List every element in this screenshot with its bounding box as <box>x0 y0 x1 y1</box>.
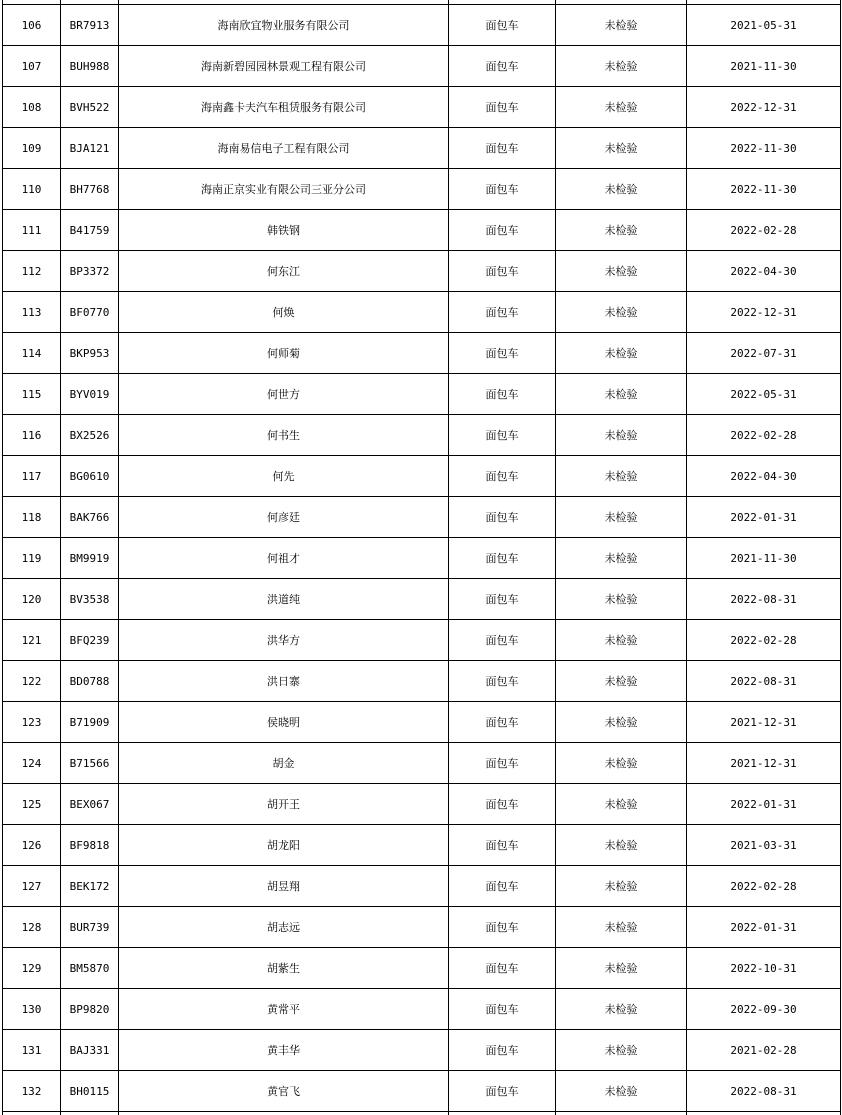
plate-number-cell: BD0788 <box>61 661 119 702</box>
table-row <box>3 456 841 497</box>
plate-number-cell: BJA121 <box>61 128 119 169</box>
table-row <box>3 497 841 538</box>
inspection-status-cell: 未检验 <box>556 538 687 579</box>
row-number-cell: 106 <box>3 5 61 46</box>
table-row <box>3 46 841 87</box>
inspection-status-cell: 未检验 <box>556 374 687 415</box>
vehicle-type-cell: 面包车 <box>449 784 556 825</box>
owner-name-cell: 何书生 <box>119 415 449 456</box>
owner-name-cell: 胡志远 <box>119 907 449 948</box>
owner-name-cell: 海南正京实业有限公司三亚分公司 <box>119 169 449 210</box>
vehicle-type-cell: 面包车 <box>449 989 556 1030</box>
inspection-status-cell: 未检验 <box>556 497 687 538</box>
vehicle-type-cell: 面包车 <box>449 210 556 251</box>
expiry-date-cell: 2022-09-30 <box>687 989 841 1030</box>
owner-name-cell: 海南易信电子工程有限公司 <box>119 128 449 169</box>
vehicle-type-cell: 面包车 <box>449 374 556 415</box>
plate-number-cell: BH7768 <box>61 169 119 210</box>
plate-number-cell: BF0770 <box>61 292 119 333</box>
vehicle-type-cell: 面包车 <box>449 415 556 456</box>
owner-name-cell: 黄丰华 <box>119 1030 449 1071</box>
expiry-date-cell: 2022-08-31 <box>687 579 841 620</box>
plate-number-cell: BP3372 <box>61 251 119 292</box>
row-number-cell: 132 <box>3 1071 61 1112</box>
empty-cell <box>449 1112 556 1115</box>
row-number-cell: 114 <box>3 333 61 374</box>
inspection-status-cell: 未检验 <box>556 46 687 87</box>
table-row <box>3 907 841 948</box>
expiry-date-cell: 2022-08-31 <box>687 661 841 702</box>
row-number-cell: 119 <box>3 538 61 579</box>
inspection-status-cell: 未检验 <box>556 784 687 825</box>
expiry-date-cell: 2021-12-31 <box>687 743 841 784</box>
table-row <box>3 1030 841 1071</box>
plate-number-cell: BYV019 <box>61 374 119 415</box>
vehicle-table-body <box>3 0 841 1115</box>
empty-cell <box>61 1112 119 1115</box>
vehicle-type-cell: 面包车 <box>449 333 556 374</box>
expiry-date-cell: 2022-12-31 <box>687 87 841 128</box>
plate-number-cell: BKP953 <box>61 333 119 374</box>
plate-number-cell: BVH522 <box>61 87 119 128</box>
plate-number-cell: BEX067 <box>61 784 119 825</box>
expiry-date-cell: 2022-02-28 <box>687 415 841 456</box>
inspection-status-cell: 未检验 <box>556 292 687 333</box>
plate-number-cell: BM9919 <box>61 538 119 579</box>
owner-name-cell: 何焕 <box>119 292 449 333</box>
plate-number-cell: BM5870 <box>61 948 119 989</box>
table-row <box>3 661 841 702</box>
inspection-status-cell: 未检验 <box>556 989 687 1030</box>
expiry-date-cell: 2021-12-31 <box>687 702 841 743</box>
row-number-cell: 118 <box>3 497 61 538</box>
expiry-date-cell: 2021-11-30 <box>687 538 841 579</box>
row-number-cell: 111 <box>3 210 61 251</box>
row-number-cell: 115 <box>3 374 61 415</box>
table-row <box>3 702 841 743</box>
partial-row-bottom <box>3 1112 841 1115</box>
row-number-cell: 126 <box>3 825 61 866</box>
inspection-status-cell: 未检验 <box>556 87 687 128</box>
row-number-cell: 112 <box>3 251 61 292</box>
vehicle-type-cell: 面包车 <box>449 538 556 579</box>
owner-name-cell: 韩铁钢 <box>119 210 449 251</box>
row-number-cell: 129 <box>3 948 61 989</box>
table-row <box>3 251 841 292</box>
plate-number-cell: BV3538 <box>61 579 119 620</box>
vehicle-type-cell: 面包车 <box>449 292 556 333</box>
inspection-status-cell: 未检验 <box>556 1030 687 1071</box>
expiry-date-cell: 2022-04-30 <box>687 251 841 292</box>
row-number-cell: 120 <box>3 579 61 620</box>
owner-name-cell: 何祖才 <box>119 538 449 579</box>
vehicle-type-cell: 面包车 <box>449 661 556 702</box>
table-row <box>3 579 841 620</box>
owner-name-cell: 洪道纯 <box>119 579 449 620</box>
row-number-cell: 124 <box>3 743 61 784</box>
plate-number-cell: BR7913 <box>61 5 119 46</box>
empty-cell <box>687 1112 841 1115</box>
expiry-date-cell: 2022-04-30 <box>687 456 841 497</box>
expiry-date-cell: 2022-01-31 <box>687 497 841 538</box>
plate-number-cell: BEK172 <box>61 866 119 907</box>
plate-number-cell: B71909 <box>61 702 119 743</box>
owner-name-cell: 何东江 <box>119 251 449 292</box>
plate-number-cell: BH0115 <box>61 1071 119 1112</box>
table-row <box>3 415 841 456</box>
empty-cell <box>3 1112 61 1115</box>
row-number-cell: 127 <box>3 866 61 907</box>
expiry-date-cell: 2021-05-31 <box>687 5 841 46</box>
table-row <box>3 5 841 46</box>
row-number-cell: 107 <box>3 46 61 87</box>
row-number-cell: 125 <box>3 784 61 825</box>
table-row <box>3 210 841 251</box>
table-row <box>3 1071 841 1112</box>
plate-number-cell: BP9820 <box>61 989 119 1030</box>
plate-number-cell: BUH988 <box>61 46 119 87</box>
inspection-status-cell: 未检验 <box>556 661 687 702</box>
plate-number-cell: BUR739 <box>61 907 119 948</box>
plate-number-cell: BX2526 <box>61 415 119 456</box>
expiry-date-cell: 2022-08-31 <box>687 1071 841 1112</box>
table-row <box>3 620 841 661</box>
owner-name-cell: 海南鑫卡夫汽车租赁服务有限公司 <box>119 87 449 128</box>
owner-name-cell: 胡紫生 <box>119 948 449 989</box>
vehicle-type-cell: 面包车 <box>449 456 556 497</box>
vehicle-type-cell: 面包车 <box>449 907 556 948</box>
inspection-status-cell: 未检验 <box>556 702 687 743</box>
table-row <box>3 866 841 907</box>
table-row <box>3 784 841 825</box>
row-number-cell: 117 <box>3 456 61 497</box>
owner-name-cell: 黄官飞 <box>119 1071 449 1112</box>
table-row <box>3 87 841 128</box>
table-row <box>3 948 841 989</box>
row-number-cell: 128 <box>3 907 61 948</box>
owner-name-cell: 胡昱翔 <box>119 866 449 907</box>
expiry-date-cell: 2022-10-31 <box>687 948 841 989</box>
expiry-date-cell: 2022-02-28 <box>687 620 841 661</box>
expiry-date-cell: 2022-11-30 <box>687 128 841 169</box>
expiry-date-cell: 2022-07-31 <box>687 333 841 374</box>
row-number-cell: 116 <box>3 415 61 456</box>
inspection-status-cell: 未检验 <box>556 5 687 46</box>
inspection-status-cell: 未检验 <box>556 743 687 784</box>
plate-number-cell: BAK766 <box>61 497 119 538</box>
table-row <box>3 825 841 866</box>
table-row <box>3 743 841 784</box>
row-number-cell: 123 <box>3 702 61 743</box>
vehicle-type-cell: 面包车 <box>449 1071 556 1112</box>
vehicle-type-cell: 面包车 <box>449 128 556 169</box>
owner-name-cell: 胡龙阳 <box>119 825 449 866</box>
row-number-cell: 121 <box>3 620 61 661</box>
vehicle-type-cell: 面包车 <box>449 87 556 128</box>
vehicle-type-cell: 面包车 <box>449 579 556 620</box>
inspection-status-cell: 未检验 <box>556 620 687 661</box>
row-number-cell: 122 <box>3 661 61 702</box>
inspection-status-cell: 未检验 <box>556 210 687 251</box>
expiry-date-cell: 2021-02-28 <box>687 1030 841 1071</box>
vehicle-type-cell: 面包车 <box>449 743 556 784</box>
owner-name-cell: 海南欣宜物业服务有限公司 <box>119 5 449 46</box>
vehicle-type-cell: 面包车 <box>449 702 556 743</box>
row-number-cell: 110 <box>3 169 61 210</box>
inspection-status-cell: 未检验 <box>556 1071 687 1112</box>
inspection-status-cell: 未检验 <box>556 579 687 620</box>
owner-name-cell: 何彦廷 <box>119 497 449 538</box>
vehicle-type-cell: 面包车 <box>449 825 556 866</box>
vehicle-type-cell: 面包车 <box>449 497 556 538</box>
expiry-date-cell: 2022-02-28 <box>687 866 841 907</box>
expiry-date-cell: 2021-11-30 <box>687 46 841 87</box>
owner-name-cell: 胡开王 <box>119 784 449 825</box>
owner-name-cell: 海南新碧园园林景观工程有限公司 <box>119 46 449 87</box>
expiry-date-cell: 2021-03-31 <box>687 825 841 866</box>
owner-name-cell: 黄常平 <box>119 989 449 1030</box>
expiry-date-cell: 2022-12-31 <box>687 292 841 333</box>
inspection-status-cell: 未检验 <box>556 907 687 948</box>
table-row <box>3 374 841 415</box>
empty-cell <box>119 1112 449 1115</box>
owner-name-cell: 侯晓明 <box>119 702 449 743</box>
empty-cell <box>556 1112 687 1115</box>
inspection-status-cell: 未检验 <box>556 415 687 456</box>
inspection-status-cell: 未检验 <box>556 169 687 210</box>
vehicle-type-cell: 面包车 <box>449 5 556 46</box>
expiry-date-cell: 2022-05-31 <box>687 374 841 415</box>
row-number-cell: 108 <box>3 87 61 128</box>
vehicle-type-cell: 面包车 <box>449 46 556 87</box>
inspection-status-cell: 未检验 <box>556 333 687 374</box>
inspection-status-cell: 未检验 <box>556 866 687 907</box>
row-number-cell: 113 <box>3 292 61 333</box>
row-number-cell: 109 <box>3 128 61 169</box>
vehicle-type-cell: 面包车 <box>449 251 556 292</box>
owner-name-cell: 胡金 <box>119 743 449 784</box>
owner-name-cell: 何先 <box>119 456 449 497</box>
plate-number-cell: B71566 <box>61 743 119 784</box>
table-row <box>3 538 841 579</box>
expiry-date-cell: 2022-11-30 <box>687 169 841 210</box>
table-row <box>3 989 841 1030</box>
vehicle-type-cell: 面包车 <box>449 620 556 661</box>
table-row <box>3 292 841 333</box>
table-row <box>3 128 841 169</box>
table-row <box>3 169 841 210</box>
plate-number-cell: BG0610 <box>61 456 119 497</box>
owner-name-cell: 洪华方 <box>119 620 449 661</box>
inspection-status-cell: 未检验 <box>556 456 687 497</box>
vehicle-type-cell: 面包车 <box>449 866 556 907</box>
vehicle-type-cell: 面包车 <box>449 948 556 989</box>
plate-number-cell: BFQ239 <box>61 620 119 661</box>
expiry-date-cell: 2022-01-31 <box>687 907 841 948</box>
vehicle-table <box>2 0 841 1115</box>
inspection-status-cell: 未检验 <box>556 948 687 989</box>
vehicle-type-cell: 面包车 <box>449 169 556 210</box>
inspection-status-cell: 未检验 <box>556 251 687 292</box>
inspection-status-cell: 未检验 <box>556 128 687 169</box>
owner-name-cell: 何世方 <box>119 374 449 415</box>
plate-number-cell: B41759 <box>61 210 119 251</box>
owner-name-cell: 何师菊 <box>119 333 449 374</box>
expiry-date-cell: 2022-02-28 <box>687 210 841 251</box>
row-number-cell: 131 <box>3 1030 61 1071</box>
expiry-date-cell: 2022-01-31 <box>687 784 841 825</box>
owner-name-cell: 洪日寨 <box>119 661 449 702</box>
plate-number-cell: BF9818 <box>61 825 119 866</box>
table-row <box>3 333 841 374</box>
row-number-cell: 130 <box>3 989 61 1030</box>
plate-number-cell: BAJ331 <box>61 1030 119 1071</box>
inspection-status-cell: 未检验 <box>556 825 687 866</box>
vehicle-type-cell: 面包车 <box>449 1030 556 1071</box>
